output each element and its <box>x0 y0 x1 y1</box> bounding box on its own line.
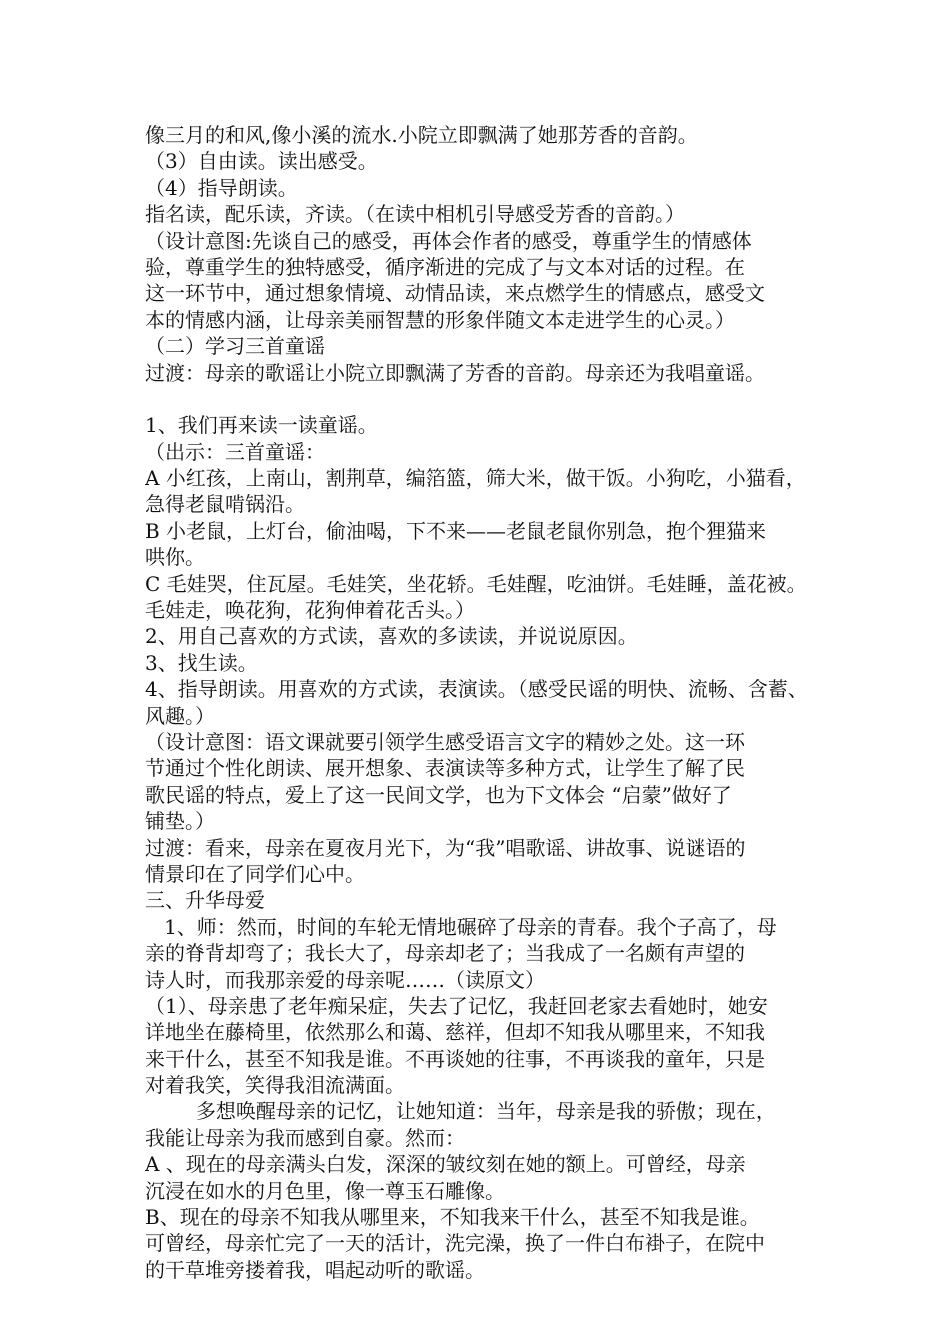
text-line: 验，尊重学生的独特感受，循序渐进的完成了与文本对话的过程。在 <box>145 254 745 279</box>
text-line: （1）、母亲患了老年痴呆症，失去了记忆，我赶回老家去看她时，她安 <box>145 993 768 1018</box>
text-line: 情景印在了同学们心中。 <box>145 861 365 886</box>
text-line: 急得老鼠啃锅沿。 <box>145 492 305 517</box>
text-line: （设计意图:先谈自己的感受，再体会作者的感受，尊重学生的情感体 <box>145 228 752 253</box>
text-line: 详地坐在藤椅里，依然那么和蔼、慈祥，但却不知我从哪里来，不知我 <box>145 1020 765 1045</box>
text-line: 铺垫。） <box>145 809 215 834</box>
text-line: C 毛娃哭，住瓦屋。毛娃笑，坐花轿。毛娃醒，吃油饼。毛娃睡，盖花被。 <box>145 571 807 596</box>
text-line: 歌民谣的特点，爱上了这一民间文学，也为下文体会 “启蒙”做好了 <box>145 782 732 807</box>
text-line: 诗人时，而我那亲爱的母亲呢……（读原文） <box>145 967 545 992</box>
text-line: 来干什么，甚至不知我是谁。不再谈她的往事，不再谈我的童年，只是 <box>145 1046 765 1071</box>
text-line: 节通过个性化朗读、展开想象、表演读等多种方式，让学生了解了民 <box>145 756 745 781</box>
text-line: （出示：三首童谣： <box>145 439 325 464</box>
text-line: 本的情感内涵，让母亲美丽智慧的形象伴随文本走进学生的心灵。） <box>145 307 735 332</box>
text-line: A 小红孩，上南山，割荆草，编箔篮，筛大米，做干饭。小狗吃，小猫看， <box>145 466 806 491</box>
text-line: 1、我们再来读一读童谣。 <box>145 413 378 438</box>
text-line: 的干草堆旁搂着我，唱起动听的歌谣。 <box>145 1257 485 1282</box>
section-heading: （二）学习三首童谣 <box>145 334 325 359</box>
text-line: 毛娃走，唤花狗，花狗伸着花舌头。） <box>145 598 475 623</box>
text-line: 过渡：母亲的歌谣让小院立即飘满了芳香的音韵。母亲还为我唱童谣。 <box>145 360 765 385</box>
text-line: 1、师：然而，时间的车轮无情地碾碎了母亲的青春。我个子高了，母 <box>145 914 777 939</box>
text-line: 可曾经，母亲忙完了一天的活计，洗完澡，换了一件白布褂子，在院中 <box>145 1231 765 1256</box>
text-line: 哄你。 <box>145 545 205 570</box>
text-line: 4、指导朗读。用喜欢的方式读，表演读。（感受民谣的明快、流畅、含蓄、 <box>145 677 808 702</box>
text-line: 对着我笑，笑得我泪流满面。 <box>145 1073 405 1098</box>
text-line: 多想唤醒母亲的记忆，让她知道：当年，母亲是我的骄傲；现在， <box>145 1099 776 1124</box>
text-line: 这一环节中，通过想象情境、动情品读，来点燃学生的情感点，感受文 <box>145 281 765 306</box>
text-line: A 、现在的母亲满头白发，深深的皱纹刻在她的额上。可曾经，母亲 <box>145 1152 746 1177</box>
text-line: B 小老鼠，上灯台，偷油喝，下不来——老鼠老鼠你别急，抱个狸猫来 <box>145 518 767 543</box>
blank-line <box>145 386 825 412</box>
text-line: （4）指导朗读。 <box>145 175 298 200</box>
text-line: B、现在的母亲不知我从哪里来，不知我来干什么，甚至不知我是谁。 <box>145 1205 760 1230</box>
text-line: 指名读，配乐读，齐读。（在读中相机引导感受芳香的音韵。） <box>145 202 685 227</box>
text-line: （3）自由读。读出感受。 <box>145 149 378 174</box>
text-line: 我能让母亲为我而感到自豪。然而： <box>145 1125 465 1150</box>
text-line: 2、用自己喜欢的方式读，喜欢的多读读，并说说原因。 <box>145 624 638 649</box>
text-line: 沉浸在如水的月色里，像一尊玉石雕像。 <box>145 1178 505 1203</box>
text-line: 过渡：看来，母亲在夏夜月光下，为“我”唱歌谣、讲故事、说谜语的 <box>145 835 746 860</box>
text-line: 像三月的和风,像小溪的流水.小院立即飘满了她那芳香的音韵。 <box>145 123 698 147</box>
text-line: 风趣。） <box>145 703 215 728</box>
text-line: 3、找生读。 <box>145 650 258 675</box>
text-line: （设计意图：语文课就要引领学生感受语言文字的精妙之处。这一环 <box>145 729 745 754</box>
document-page <box>145 122 825 1283</box>
section-heading: 三、升华母爱 <box>145 888 265 913</box>
text-line: 亲的脊背却弯了；我长大了，母亲却老了；当我成了一名颇有声望的 <box>145 941 745 966</box>
